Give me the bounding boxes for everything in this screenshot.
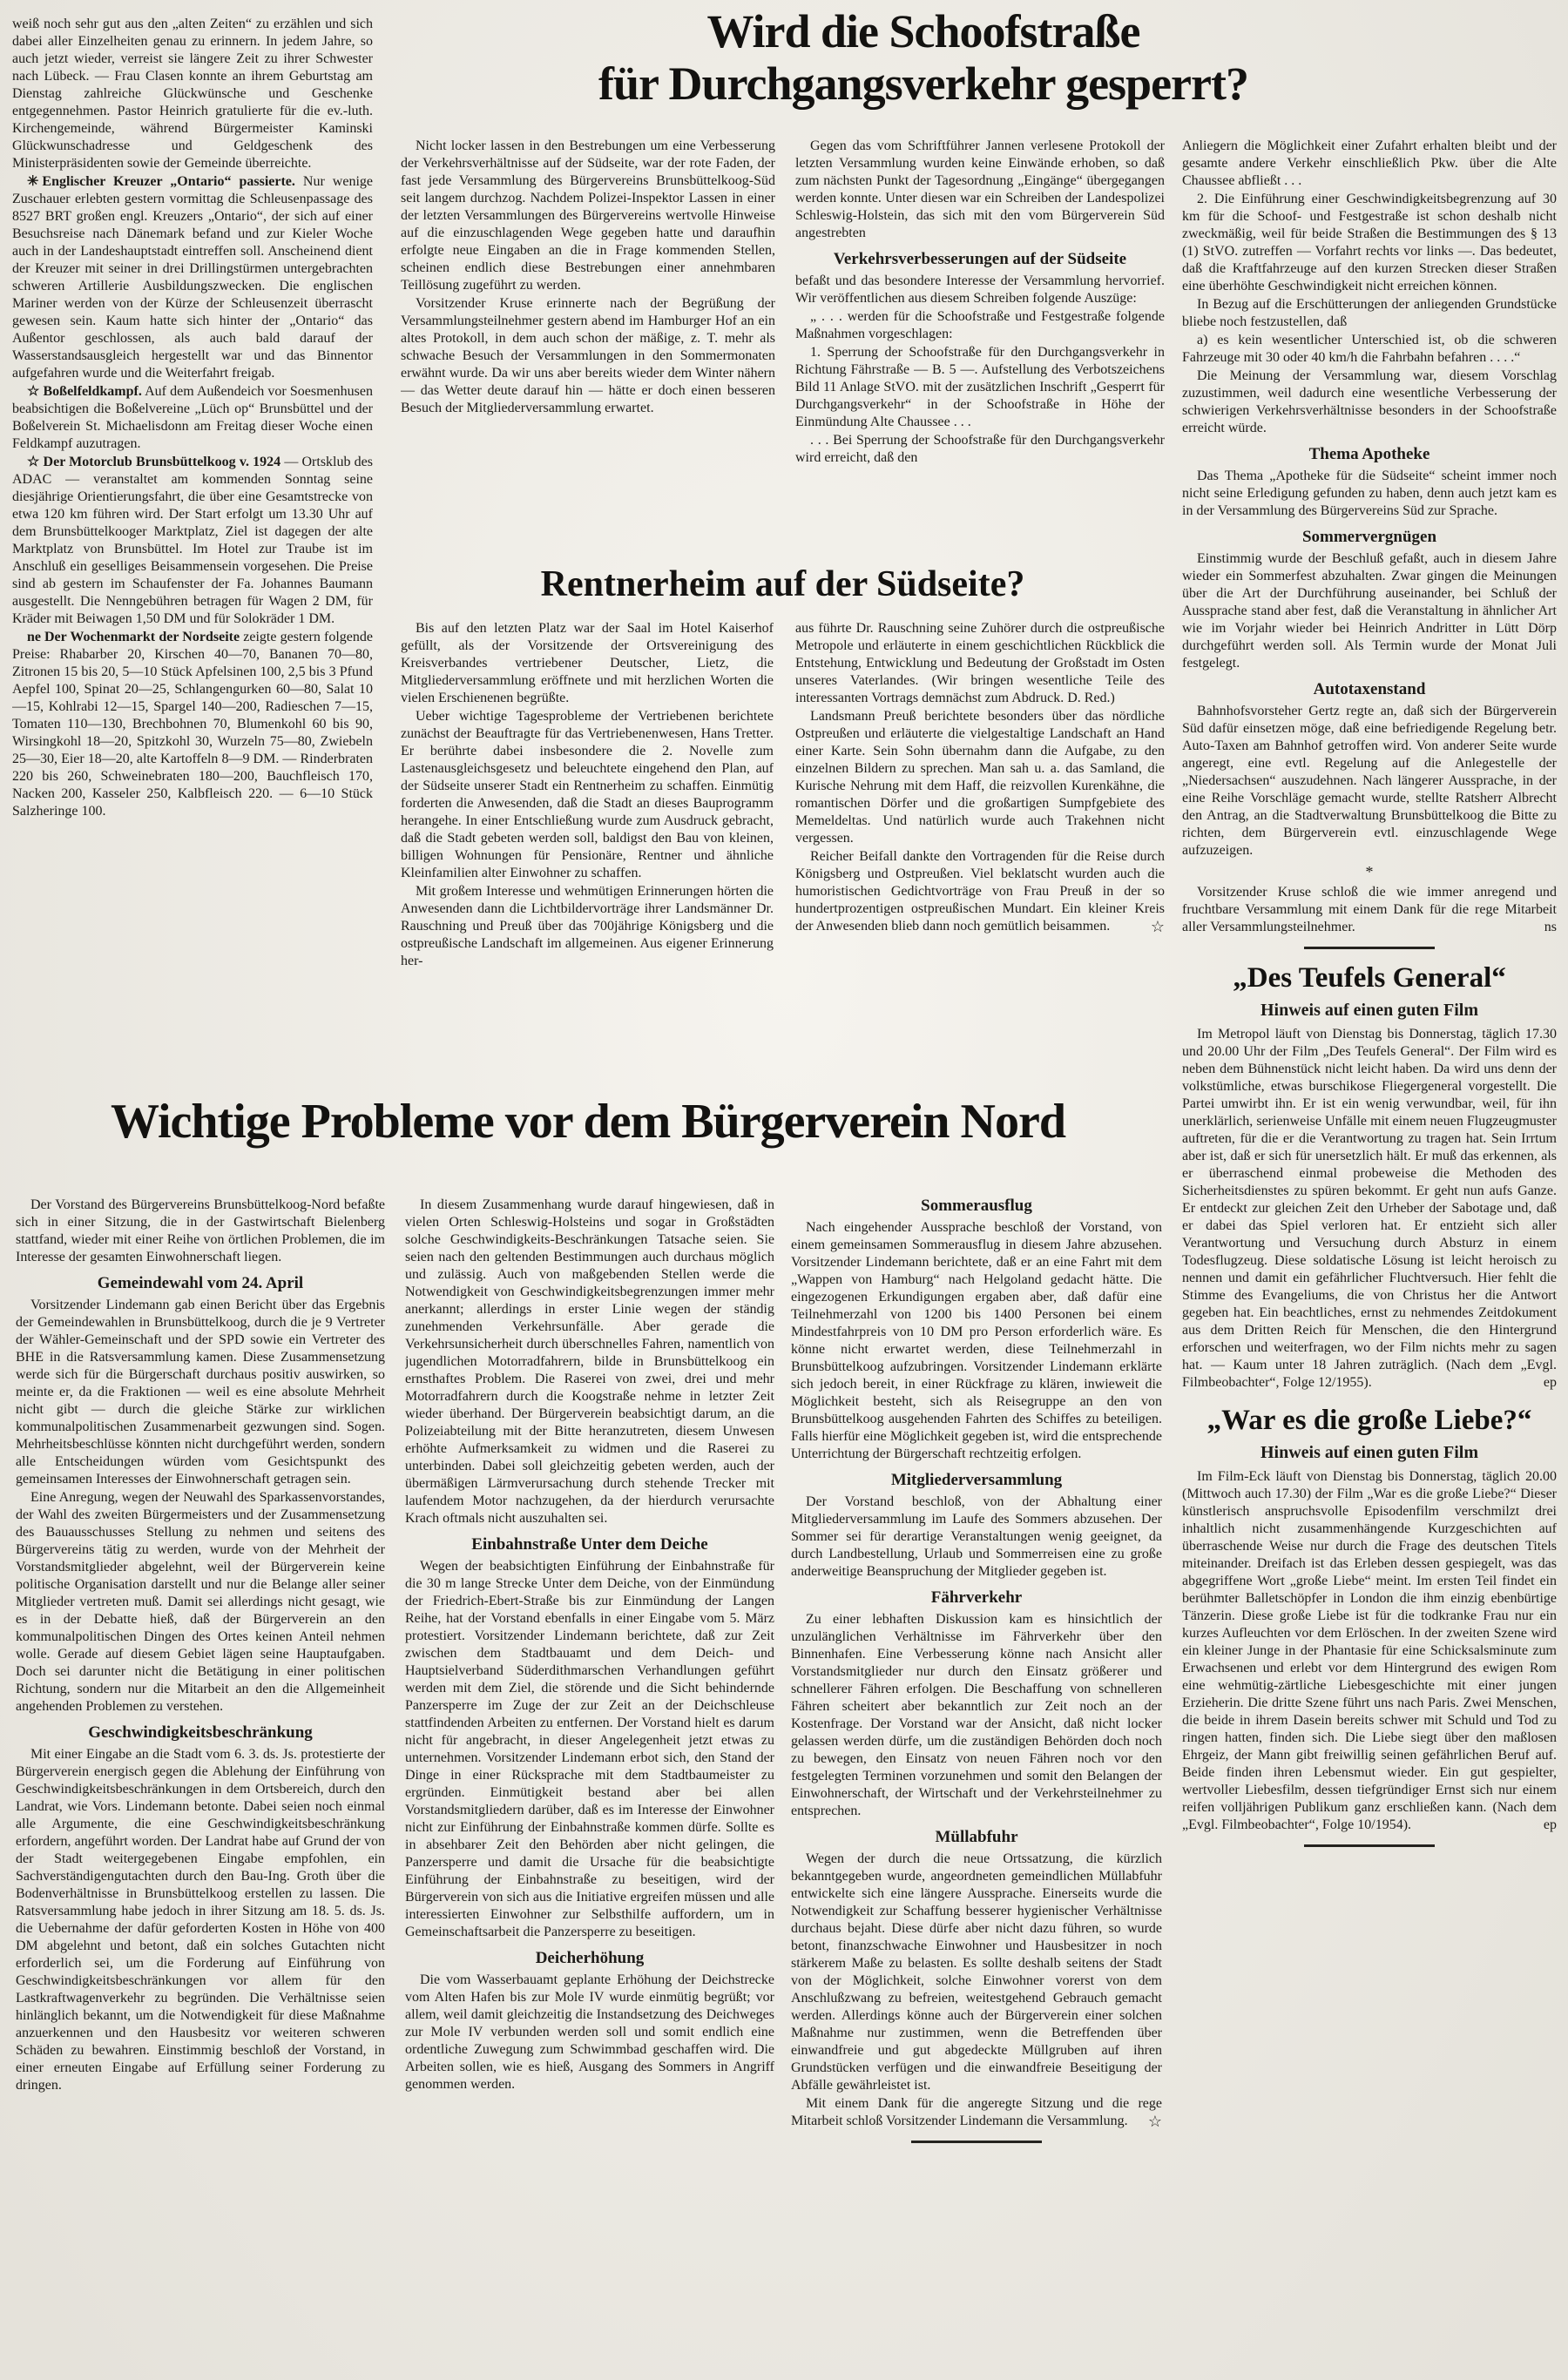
- subhead-geschwindigkeitsbeschraenkung: Geschwindigkeitsbeschränkung: [88, 1723, 313, 1742]
- subhead-verkehrsverbesserungen: Verkehrsverbesserungen auf der Südseite: [833, 250, 1127, 268]
- paragraph: Die vom Wasserbauamt geplante Erhöhung der Deichstrecke vom Alten Hafen bis zur Mole IV wurde einmütig begrüßt; vor allem, weil damit gleichzeitig die Instandsetzung des Deichweges zur Mole IV verbunden werden soll und somit endlich eine ordentliche Zuwegung zum Schwimmbad geschaffen wird. Die Arbeiten sollen, wie es hieß, Ausgang des Sommers in Angriff genommen werden.: [405, 1972, 774, 2092]
- paragraph: 1. Sperrung der Schoofstraße für den Durchgangsverkehr in Richtung Fährstraße — B. 5 —. Aufstellung des Verbotszeichens Bild 11 Anlage StVO. mit der zusätzlichen Inschrift „Gesperrt für Durchgangsverkehr“ in der Schoofstraße in Höhe der Einmündung Alte Chaussee . . .: [795, 345, 1165, 429]
- end-star-icon: ☆: [1147, 2113, 1162, 2130]
- paragraph: Vorsitzender Kruse schloß die wie immer anregend und fruchtbare Versammlung mit einem Dank für die rege Mitarbeit aller Versammlungsteilnehmer.: [1182, 885, 1557, 934]
- paragraph: Die Meinung der Versammlung war, diesem Vorschlag zuzustimmen, weil dadurch eine wesentliche Verbesserung der schwierigen Verkehrsverhältnisse besonders in der Schoofstraße erreicht würde.: [1182, 368, 1557, 435]
- subhead-deicherhoehung: Deicherhöhung: [535, 1949, 645, 1967]
- paragraph: In diesem Zusammenhang wurde darauf hingewiesen, daß in vielen Orten Schleswig-Holsteins und sogar in Großstädten solche Geschwindigkeits-Beschränkungen Tatsache seien. Sie seien nach den geltenden Bestimmungen auch durchaus möglich und zulässig. Auch von maßgebenden Stellen werde die Notwendigkeit von Geschwindigkeitsbegrenzungen immer mehr anerkannt; allerdings in erster Linie wegen der ständig zunehmenden Verkehrsunfälle. Aber gerade die Verkehrsunsicherheit durch überschnelles Fahren, namentlich von jugendlichen Motorradfahrern, bilde in Brunsbüttelkoog ein ernsthaftes Problem. Die Raserei von zwei, drei und mehr Motorradfahrern durch die Koogstraße nehme in letzter Zeit wieder überhand. Der Bürgerverein beabsichtigt darum, an die Polizeiabteilung mit der Bitte heranzutreten, diesem Unwesen erhöhte Aufmerksamkeit zu widmen und die Raserei zu unterbinden. Dabei soll gleichzeitig gebeten werden, auch der übermäßigen Lärmverursachung durch stehende Trecker mit laufendem Motor nachzugehen, da der hierdurch verursachte Krach oftmals nicht auszuhalten sei.: [405, 1197, 774, 1526]
- subhead-mitgliederversammlung: Mitgliederversammlung: [890, 1471, 1063, 1489]
- brief-item: ✳ Englischer Kreuzer „Ontario“ passierte. Nur wenige Zuschauer erlebten gestern vormittag die Schleusenpassage des 8527 BRT großen engl. Kreuzers „Ontario“, der sich auf einer Besuchsreise nach Dänemark befand und zur Kieler Woche auch in der Landeshauptstadt eintreffen soll. Anscheinend dient der Kreuzer mit seiner in drei Drillingstürmen untergebrachten schweren Artillerie Ausbildungszwecken. Die englischen Mariner werden von der Kürze der Schleusenzeit überrascht gewesen sein. Kaum hatte sich hinter der „Ontario“ das Außentor geschlossen, als auch bald darauf der Wasserstandsausgleich hergestellt war und das Binnentor aufgefahren wurde und die Weiterfahrt freigab.: [12, 174, 373, 381]
- brief-lead: Boßelfeldkampf.: [43, 384, 142, 399]
- paragraph: Wegen der durch die neue Ortssatzung, die kürzlich bekanntgegeben wurde, angeordneten gemeindlichen Müllabfuhr entwickelte sich eine längere Aussprache. Einerseits wurde die Notwendigkeit zur Schaffung besserer hygienischer Verhältnisse durchaus bejaht. Diese dürfe aber nicht dazu führen, so wurde betont, finanzschwache Einwohner und Hausbesitzer in noch stärkerem Maße zu belasten. Es sollte deshalb seitens der Stadt von der Möglichkeit, solche Einwohner vorerst von dem Anschlußzwang zu befreien, weitestgehend Gebrauch gemacht werden. Allerdings könne auch der Bürgerverein einer solchen Maßnahme nur zustimmen, wenn die Betreffenden über einwandfreie und gut abgedeckte Müllgruben auf ihren Grundstücken verfügen und die einwandfreie Beseitigung der Abfälle gewährleistet ist.: [791, 1851, 1162, 2093]
- bottom-column-2: [405, 1197, 774, 2367]
- rentnerheim-article: [401, 620, 1165, 1090]
- subhead-muellabfuhr: Müllabfuhr: [935, 1828, 1018, 1846]
- film2-title: „War es die große Liebe?“: [1206, 1405, 1532, 1436]
- author-initials: ep: [1543, 1817, 1557, 1832]
- subhead-sommervergnuegen: Sommervergnügen: [1301, 528, 1437, 546]
- paragraph: Nach eingehender Aussprache beschloß der Vorstand, von einem gemeinsamen Sommerausflug in diesem Jahre abzusehen. Vorsitzender Lindemann berichtete, daß er an eine Fahrt mit dem „Wappen von Hamburg“ nach Helgoland gedacht hätte. Die eingezogenen Erkundigungen ergaben aber, daß dafür eine Teilnehmerzahl von 1200 bis 1400 Personen bei einem Mindestfahrpreis von 10 DM pro Person erforderlich wäre. Es könne nicht erwartet werden, diese Teilnehmerzahl in Brunsbüttelkoog aufzubringen. Vorsitzender Lindemann erklärte sich jedoch bereit, in einer Rückfrage zu klären, inwieweit die Möglichkeit besteht, sich als Reisegruppe an den von Brunsbüttelkoog ausgehenden Fahrten des Schiffes zu beteiligen. Falls hierfür eine Möglichkeit gegeben ist, wird die entsprechende Unterrichtung der Bürgerschaft rechtzeitig erfolgen.: [791, 1220, 1162, 1461]
- paragraph: Ueber wichtige Tagesprobleme der Vertriebenen berichtete zunächst der Beauftragte für das Vertriebenenwesen, Hans Tretter. Er berührte dabei insbesondere die 2. Novelle zum Lastenausgleichsgesetz und beleuchtete eingehend den Plan, auf der Südseite unserer Stadt ein Rentnerheim zu schaffen. Einmütig forderten die Anwesenden, daß die Stadt an dieses Bauprogramm herangehe. In einer Entschließung wurde zum Ausdruck gebracht, daß die Stadt gebeten werden soll, baldigst den Bau von kleinen, billigen Wohnungen für Pensionäre, Rentner und ähnliche Kleinfamilien alter Einwohner zu schaffen.: [401, 709, 774, 880]
- bottom-column-1: [16, 1197, 385, 2367]
- paragraph: Bis auf den letzten Platz war der Saal im Hotel Kaiserhof gefüllt, als der Vorsitzende der Ortsvereinigung des Kreisverbandes vertriebener Deutscher, Lietz, die Mitgliederversammlung eröffnete und mit herzlichen Worten die vielen Erschienenen begrüßte.: [401, 621, 774, 705]
- paragraph: „ . . . werden für die Schoofstraße und Festgestraße folgende Maßnahmen vorgeschlagen:: [795, 309, 1165, 341]
- brief-item: ☆ Boßelfeldkampf. Auf dem Außendeich vor Soesmenhusen beabsichtigen die Boßelvereine „Lüch op“ Brunsbüttel und der Boßelverein St. Michaelisdonn am Freitag dieser Woche einen Feldkampf auzutragen.: [12, 384, 373, 451]
- paragraph: Das Thema „Apotheke für die Südseite“ scheint immer noch nicht seine Erledigung gefunden zu haben, denn auch jetzt kam es in der Versammlung des Bürgervereins Süd zur Sprache.: [1182, 469, 1557, 518]
- paragraph: Bahnhofsvorsteher Gertz regte an, daß sich der Bürgerverein Süd dafür einsetzen möge, daß eine befriedigende Regelung betr. Auto-Taxen am Bahnhof getroffen wird. Von anderer Seite wurde angeregt, eine evtl. Regelung auf die Anlegestelle der „Niedersachsen“ auszudehnen. Nach längerer Aussprache, in der eine Reihe Vorschläge gemacht wurde, stellte Ratsherr Albrecht den Antrag, an die Stadtverwaltung Brunsbüttelkoog die Bitte zu richten, dem Bürgerverein evtl. einzuschlagende Wege aufzuzeigen.: [1182, 704, 1557, 858]
- item-marker: ne: [27, 630, 41, 644]
- paragraph: Landsmann Preuß berichtete besonders über das nördliche Ostpreußen und erläuterte die vielgestaltige Landschaft an Hand einer Karte. Sein Sohn übernahm dann die Aufgabe, zu den einzelnen Bildern zu sprechen. Man sah u. a. das Samland, die Kurische Nehrung mit dem Haff, die reizvollen Kurenkähne, die romantischen Dörfer und die großartigen Sumpfgebiete des Memeldeltas. Und natürlich wurde auch Trakehnen nicht vergessen.: [795, 709, 1165, 846]
- paragraph: 2. Die Einführung einer Geschwindigkeitsbegrenzung auf 30 km für die Schoof- und Festgestraße ist schon deshalb nicht zweckmäßig, weil für beide Straßen die Bestimmungen des § 13 (1) StVO. zutreffen — Vorfahrt rechts vor links —. Das bedeutet, daß die Kraftfahrzeuge auf den kurzen Strecken dieser Straßen eine überhöhte Geschwindigkeit nicht erreichen können.: [1182, 192, 1557, 293]
- film2-subtitle: Hinweis auf einen guten Film: [1260, 1443, 1478, 1462]
- star-icon: ☆: [27, 455, 40, 469]
- section-divider: [1304, 1844, 1435, 1847]
- end-star-icon: ☆: [1150, 918, 1165, 935]
- paragraph: In Bezug auf die Erschütterungen der anliegenden Grundstücke bliebe noch festzustellen, daß: [1182, 297, 1557, 329]
- rentnerheim-column-left: [401, 620, 774, 1090]
- paragraph: Vorsitzender Kruse erinnerte nach der Begrüßung der Versammlungsteilnehmer gestern abend im Hamburger Hof an ein altes Protokoll, in dem auch schon der mäßige, z. T. mehr als schwache Besuch der Versammlungen in den Sommermonaten erwähnt wurde. Da wir uns aber bereits wieder dem Winter nähern — das Wetter deute darauf hin — hätte er doch einen besseren Besuch der Mitgliederversammlung erwartet.: [401, 296, 775, 415]
- author-initials: ns: [1544, 920, 1557, 934]
- author-initials: ep: [1543, 1375, 1557, 1390]
- subhead-thema-apotheke: Thema Apotheke: [1308, 445, 1430, 463]
- subhead-gemeindewahl: Gemeindewahl vom 24. April: [97, 1274, 304, 1292]
- main-headline-line2: für Durchgangsverkehr gesperrt?: [598, 57, 1248, 110]
- subhead-einbahnstrasse: Einbahnstraße Unter dem Deiche: [471, 1535, 708, 1554]
- brief-item: weiß noch sehr gut aus den „alten Zeiten“ zu erzählen und sich dabei aller Einzelheiten genau zu erinnern. In jedem Jahre, so auch jetzt wieder, verreist sie längere Zeit zu ihrer Schwester nach Lübeck. — Frau Clasen konnte an ihrem Geburtstag am Dienstag zahlreiche Glückwünsche und Geschenke entgegennehmen. Pastor Heinrich gratulierte für die ev.-luth. Kirchengemeinde, während Bürgermeister Kaminski Glückwunschadresse und Geldgeschenk des Ministerpräsidenten sowie der Gemeinde überreichte.: [12, 17, 373, 171]
- paragraph: Der Vorstand beschloß, von der Abhaltung einer Mitgliederversammlung im Laufe des Sommers abzusehen. Der Sommer sei für derartige Veranstaltungen wenig geeignet, da durch Landbestellung, Urlaub und Sommerreisen eine zu große anderweitige Beanspruchung der Mitglieder gegeben ist.: [791, 1494, 1162, 1579]
- paragraph: . . . Bei Sperrung der Schoofstraße für den Durchgangsverkehr wird erreicht, daß den: [795, 433, 1165, 465]
- right-column: [1182, 138, 1557, 2367]
- paragraph: Mit einer Eingabe an die Stadt vom 6. 3. ds. Js. protestierte der Bürgerverein energisch gegen die Ablehung der Einführung von Geschwindigkeitsbeschränkungen in dem Ortsbereich, durch den Landrat, wie Vors. Lindemann betonte. Dabei seien noch einmal alle Argumente, die eine Geschwindigkeitsbeschränkung erfordern, angeführt worden. Der Landrat habe auf Grund der von der Stadt weitergegebenen Eingabe empfohlen, ein Sachverständigengutachten durch den Bau-Ing. Groth über die Bodenverhältnisse in Brunsbüttelkoog erstellen zu lassen. Die Ratsversammlung habe jedoch in ihrer Sitzung am 18. 5. ds. Js. die Uebernahme der dafür geforderten Kosten in Höhe von 400 DM abgelehnt und betont, daß ein solches Gutachten nicht erforderlich sei, um die Forderung auf Einführung von Geschwindigkeitsbeschränkungen vor allem für den Lastkraftwagenverkehr zu begründen. Die Verhältnisse seien hinlänglich bekannt, um die Notwendigkeit für diese Maßnahme anzuerkennen und den Hausbesitz vor weiteren schweren Schäden zu bewahren. Einstimmig beschloß der Vorstand, in einer erneuten Eingabe auf Erfüllung seiner Forderung zu dringen.: [16, 1747, 385, 2093]
- section-divider: [1304, 947, 1435, 949]
- subhead-autotaxenstand: Autotaxenstand: [1313, 680, 1426, 698]
- paragraph: Mit einem Dank für die angeregte Sitzung und die rege Mitarbeit schloß Vorsitzender Lindemann die Versammlung.: [791, 2096, 1162, 2128]
- main-headline-line1: Wird die Schoofstraße: [706, 5, 1140, 57]
- bottom-headline: Wichtige Probleme vor dem Bürgerverein Nord: [111, 1095, 1065, 1149]
- paragraph: aus führte Dr. Rauschning seine Zuhörer durch die ostpreußische Metropole und erläuterte in einem geschichtlichen Rückblick die Entstehung, Entwicklung und Bedeutung der Großstadt im Osten unseres Vaterlandes. (Wir bringen wesentliche Teile des interessanten Vortrags demnächst zum Abdruck. D. Red.): [795, 621, 1165, 705]
- paragraph: Mit großem Interesse und wehmütigen Erinnerungen hörten die Anwesenden dann die Lichtbildervorträge ihrer Landsmänner Dr. Rauschning und Preuß über das 700jährige Königsberg und die ostpreußische Landschaft im allgemeinen. Aus eigener Erinnerung her-: [401, 884, 774, 968]
- brief-lead: Der Wochenmarkt der Nordseite: [44, 630, 240, 644]
- main-article-column-right: [795, 138, 1165, 554]
- paragraph: a) es kein wesentlicher Unterschied ist, ob die schweren Fahrzeuge mit 30 oder 40 km/h die Fahrbahn befahren . . . .“: [1182, 333, 1557, 365]
- film-review-1: [1182, 961, 1557, 1392]
- briefs-column: [12, 16, 373, 1092]
- brief-lead: Der Motorclub Brunsbüttelkoog v. 1924: [43, 455, 281, 469]
- paragraph: Der Vorstand des Bürgervereins Brunsbüttelkoog-Nord befaßte sich in einer Sitzung, die in der Gastwirtschaft Bielenberg stattfand, wieder mit einer Reihe von örtlichen Problemen, die im Interesse der gesamten Einwohnerschaft liegen.: [16, 1197, 385, 1264]
- paragraph: Im Metropol läuft von Dienstag bis Donnerstag, täglich 17.30 und 20.00 Uhr der Film „Des Teufels General“. Der Film wird es neben dem Bühnenstück nicht leicht haben. Da wird uns denn der volkstümliche, etwas burschikose Fliegergeneral vorgestellt. Die Partei umwirbt ihn. Er ist ein wenig verwundbar, weil, für ihn unerklärlich, serienweise Unfälle mit einem neuen Flugzeugmuster auftreten, für die er die Verantwortung zu tragen hat. Sein Irrtum aber ist, daß er sich für unersetzlich hält. Er muß das erkennen, als er überraschend einmal probeweise die Methoden des Sicherheitsdienstes zu spüren bekommt. Er geht nun aufs Ganze. Er entdeckt zur gleichen Zeit den Urheber der Sabotage und, daß er dabei das Spiel verloren hat. Er entzieht sich aller Verantwortung und Versuchung durch Absturz in einem Todesflugzeug. Diese soldatische Lösung ist leicht heroisch zu nennen und damit ein gefährlicher Fluchtversuch. Hier fehlt die Stimme des Evangeliums, die von Christus her die Antwort gegeben hat. Ein beachtliches, ernst zu nehmendes Zeitdokument aus dem Dritten Reich für Menschen, die den Hintergrund erforschen und weiterfragen, wo der Film nichts mehr zu sagen hat. — Kaum unter 18 Jahren zuträglich. (Nach dem „Evgl. Filmbeobachter“, Folge 12/1955).: [1182, 1027, 1557, 1390]
- paragraph: Vorsitzender Lindemann gab einen Bericht über das Ergebnis der Gemeindewahlen in Brunsbüttelkoog, durch die je 9 Vertreter der Wähler-Gemeinschaft und der SPD sowie ein Vertreter des BHE in die Ratsversammlung kamen. Diese Zusammensetzung werde sich für die Bürgerschaft durchaus positiv auswirken, so meinte er, da die Fraktionen — weil es eine absolute Mehrheit nicht gibt — durch die gleiche Stärke zur wirklichen kommunalpolitischen Zusammenarbeit gezwungen sind. Sogen. Mehrheitsbeschlüsse könnten nicht durchgeführt werden, sondern alle Entscheidungen würden vom Gesichtspunkt des gemeinsamen Interesses der Einwohnerschaft getragen sein.: [16, 1298, 385, 1487]
- brief-item: ☆ Der Motorclub Brunsbüttelkoog v. 1924 — Ortsklub des ADAC — veranstaltet am kommenden Sonntag seine diesjährige Orientierungsfahrt, die über eine Gesamtstrecke von etwa 120 km führen wird. Der Start erfolgt um 13.30 Uhr auf dem Brunsbüttelkooger Marktplatz, Ziel ist dagegen der alte Marktplatz von Brunsbüttel. Im Hotel zur Traube ist im Anschluß ein geselliges Beisammensein vorgesehen. Die Preise sind ab gestern im Schaufenster der Fa. Johannes Baumann ausgestellt. Die Nenngebühren betragen für Wagen 2 DM, für Kräder mit Beiwagen 1,50 DM und für Solokräder 1 DM.: [12, 455, 373, 626]
- brief-item: ne Der Wochenmarkt der Nordseite zeigte gestern folgende Preise: Rhabarber 20, Kirschen 40—70, Bananen 70—80, Zitronen 15 bis 20, 5—10 Stück Apfelsinen 100, 2,5 bis 3 Pfund Aepfel 100, Spinat 20—25, Schlangengurken 60—80, Salat 10—15, Kohlrabi 12—15, Spargel 140—200, Radieschen 7—15, Tomaten 110—130, Brechbohnen 70, Blumenkohl 60 bis 90, Wirsingkohl 18—20, Spitzkohl 30, Wurzeln 75—80, Zwiebeln 25—30, Eier 18—20, alte Kartoffeln 8—9 DM. — Rinderbraten 220 bis 260, Schweinebraten 180—200, Bauchfleisch 170, Nacken 200, Kasseler 250, Kalbfleisch 220. — 6—10 Stück Salzheringe 100.: [12, 630, 373, 819]
- rentnerheim-headline: Rentnerheim auf der Südseite?: [540, 564, 1025, 604]
- main-article-column-left: [401, 138, 775, 554]
- paragraph: Gegen das vom Schriftführer Jannen verlesene Protokoll der letzten Versammlung wurden keine Einwände erhoben, so daß zum nächsten Punkt der Tagesordnung „Eingänge“ übergegangen werden konnte. Unter diesen war ein Schreiben der Landespolizei Schleswig-Holstein, das sich mit den vom Bürgerverein Süd angestrebten: [795, 138, 1165, 240]
- paragraph: Anliegern die Möglichkeit einer Zufahrt erhalten bleibt und der gesamte andere Verkehr einschließlich Pkw. über die Alte Chaussee abfließt . . .: [1182, 138, 1557, 188]
- ornament-icon: ✳: [27, 174, 39, 189]
- section-divider: [911, 2141, 1042, 2143]
- film1-title: „Des Teufels General“: [1233, 962, 1506, 994]
- subhead-sommerausflug: Sommerausflug: [921, 1197, 1032, 1215]
- paragraph: Nicht locker lassen in den Bestrebungen um eine Verbesserung der Verkehrsverhältnisse auf der Südseite, war der rote Faden, der fast jede Versammlung des Bürgervereins Brunsbüttelkoog-Süd seit langem durchzog. Nachdem Polizei-Inspektor Lassen in einer der letzten Versammlungen des Bürgervereins wertvolle Hinweise auf die einzuschlagenden Wege gegeben hatte und daraufhin erfolgte neue Eingaben an die in Frage kommenden Stellen, scheinen endlich diese Bestrebungen einer annehmbaren Teillösung zugeführt zu werden.: [401, 138, 775, 293]
- main-headline: [436, 5, 1411, 110]
- star-icon: ☆: [27, 384, 40, 399]
- bottom-column-3: [791, 1197, 1162, 2367]
- paragraph: Eine Anregung, wegen der Neuwahl des Sparkassenvorstandes, der Wahl des zweiten Bürgermeisters und der Zusammensetzung des Bauausschusses Stellung zu nehmen und seitens des Bürgervereins tätig zu werden, wurde von der Mehrheit der Vorstandsmitglieder abgelehnt, weil der Bürgerverein keine politische Organisation darstellt und nur die Belange aller seiner Mitglieder vertreten muß. Damit sei allerdings nicht gesagt, wie es in der Debatte hieß, daß der Bürgerverein an den kommunalpolitischen Dingen des Ortes keinen Anteil nehmen wolle. Gerade auf diesem Gebiet lägen seine Hauptaufgaben. Doch sei darunter nicht die Betätigung in einer politischen Richtung, sondern nur die Mitarbeit an den die Allgemeinheit angehenden Problemen zu verstehen.: [16, 1490, 385, 1714]
- film-review-2: [1182, 1404, 1557, 1847]
- brief-lead: Englischer Kreuzer „Ontario“ passierte.: [42, 174, 295, 189]
- paragraph: Einstimmig wurde der Beschluß gefaßt, auch in diesem Jahre wieder ein Sommerfest abzuhalten. Zwar gingen die Meinungen über die Art der Durchführung auseinander, bei Schluß der Aussprache stand aber fest, daß die Veranstaltung in ähnlicher Art wie im Vorjahr wieder bei Heinrich Andritter in Lütt Dörp durchgeführt werden soll. Als Termin wurde der Monat Juli festgelegt.: [1182, 551, 1557, 671]
- asterisk-separator-icon: *: [1365, 863, 1374, 880]
- subhead-faehrverkehr: Fährverkehr: [930, 1588, 1023, 1607]
- rentnerheim-column-right: [795, 620, 1165, 1090]
- paragraph: befaßt und das besondere Interesse der Versammlung hervorrief. Wir veröffentlichen aus diesem Schreiben folgende Auszüge:: [795, 273, 1165, 306]
- paragraph: Wegen der beabsichtigten Einführung der Einbahnstraße für die 30 m lange Strecke Unter dem Deiche, von der Einmündung der Friedrich-Ebert-Straße bis zur Einmündung der Langen Reihe, hat der Vorstand ebenfalls in einer Eingabe vom 5. März protestiert. Vorsitzender Lindemann berichtete, daß zur Zeit zwischen dem Stadtbauamt und dem Deich- und Hauptsielverband Süderdithmarschen Verhandlungen geführt werden mit dem Ziel, die störende und die Sicht behindernde Panzersperre im Zuge der zur Zeit an der Deichschleuse stattfindenden Arbeiten zu entfernen. Der Vorstand hielt es darum nicht für angebracht, in dieser Angelegenheit jetzt etwas zu unternehmen. Vorsitzender Lindemann erbot sich, den Stand der Dinge in einer Rücksprache mit dem Stadtbaumeister zu ergründen. Einmütigkeit bestand aber bei allen Vorstandsmitgliedern darüber, daß es im Interesse der Einwohner nicht zur Einführung der Einbahnstraße kommen dürfe. Sollte es in absehbarer Zeit den Behörden aber nicht gelingen, die Panzersperre und damit die Ursache für die beabsichtigte Einführung der Einbahnstraße zu beseitigen, wird der Bürgerverein von sich aus die Initiative ergreifen müssen und alle interessierten Einwohner zur Selbsthilfe auffordern, um in Gemeinschaftsarbeit die Panzersperre zu beseitigen.: [405, 1559, 774, 1939]
- paragraph: Im Film-Eck läuft von Dienstag bis Donnerstag, täglich 20.00 (Mittwoch auch 17.30) der Film „War es die große Liebe?“ Dieser künstlerisch anspruchsvolle Episodenfilm verschmilzt drei inhaltlich nicht zusammenhängende Kurzgeschichten auf überraschende Weise nur durch die Frage des deutschen Titels miteinander. Dreifach ist das Erleben dessen gespiegelt, was das abgegriffene Wort „große Liebe“ meint. Im ersten Teil findet ein berühmter Balletschöpfer in London die ihm einzig ebenbürtige Tänzerin. Diese große Liebe ist für die todkranke Frau nur ein kurzes Aufleuchten vor dem Erlöschen. In der zweiten Szene wird ein kleiner Junge in der Phantasie für eine Schicksalsminute zum Erwachsenen und erlebt vor dem Hintergrund des ewigen Rom eine wehmütig-zärtliche Liebesgeschichte mit einer jungen Erzieherin. Die dritte Szene führt uns nach Paris. Zwei Menschen, die beide in ihrem Dasein bereits schwer mit Schuld und Tod zu ringen hatten, finden sich. Die Liebe siegt über den maßlosen Ehrgeiz, der Mann gibt freiwillig seinen gefährlichen Beruf auf. Beide finden ihren Lebensmut wieder. Ein gut gespielter, wertvoller Liebesfilm, dessen tiefgründiger Ernst sich nur einem reifen volljährigen Publikum ganz erschließen kann. (Nach dem „Evgl. Filmbeobachter“, Folge 10/1954).: [1182, 1469, 1557, 1832]
- paragraph: Reicher Beifall dankte den Vortragenden für die Reise durch Königsberg und Ostpreußen. Viel beklatscht wurden auch die humoristischen Gedichtvorträge von Frau Preuß in der so hundertprozentigen ostpreußischen Mundart. Ein kleiner Kreis der Anwesenden blieb dann noch gemütlich beisammen.: [795, 849, 1165, 934]
- film1-subtitle: Hinweis auf einen guten Film: [1260, 1001, 1478, 1020]
- paragraph: Zu einer lebhaften Diskussion kam es hinsichtlich der unzulänglichen Verhältnisse im Fährverkehr über den Binnenhafen. Eine Verbesserung könne nach Ansicht aller Vorstandsmitglieder nur durch den Einsatz größerer und schnellerer Fähren erfolgen. Die Beschaffung von schnelleren Fähren scheitert aber bekanntlich zur Zeit noch an der Kostenfrage. Der Vorstand war der Ansicht, daß nicht locker gelassen werden dürfe, um die zuständigen Behörden doch noch zu bewegen, den Einsatz von neuen Fähren noch vor den festgelegten Terminen vorzunehmen und somit den Belangen der Einwohnerschaft, der Wirtschaft und der Verkehrsteilnehmer zu entsprechen.: [791, 1612, 1162, 1818]
